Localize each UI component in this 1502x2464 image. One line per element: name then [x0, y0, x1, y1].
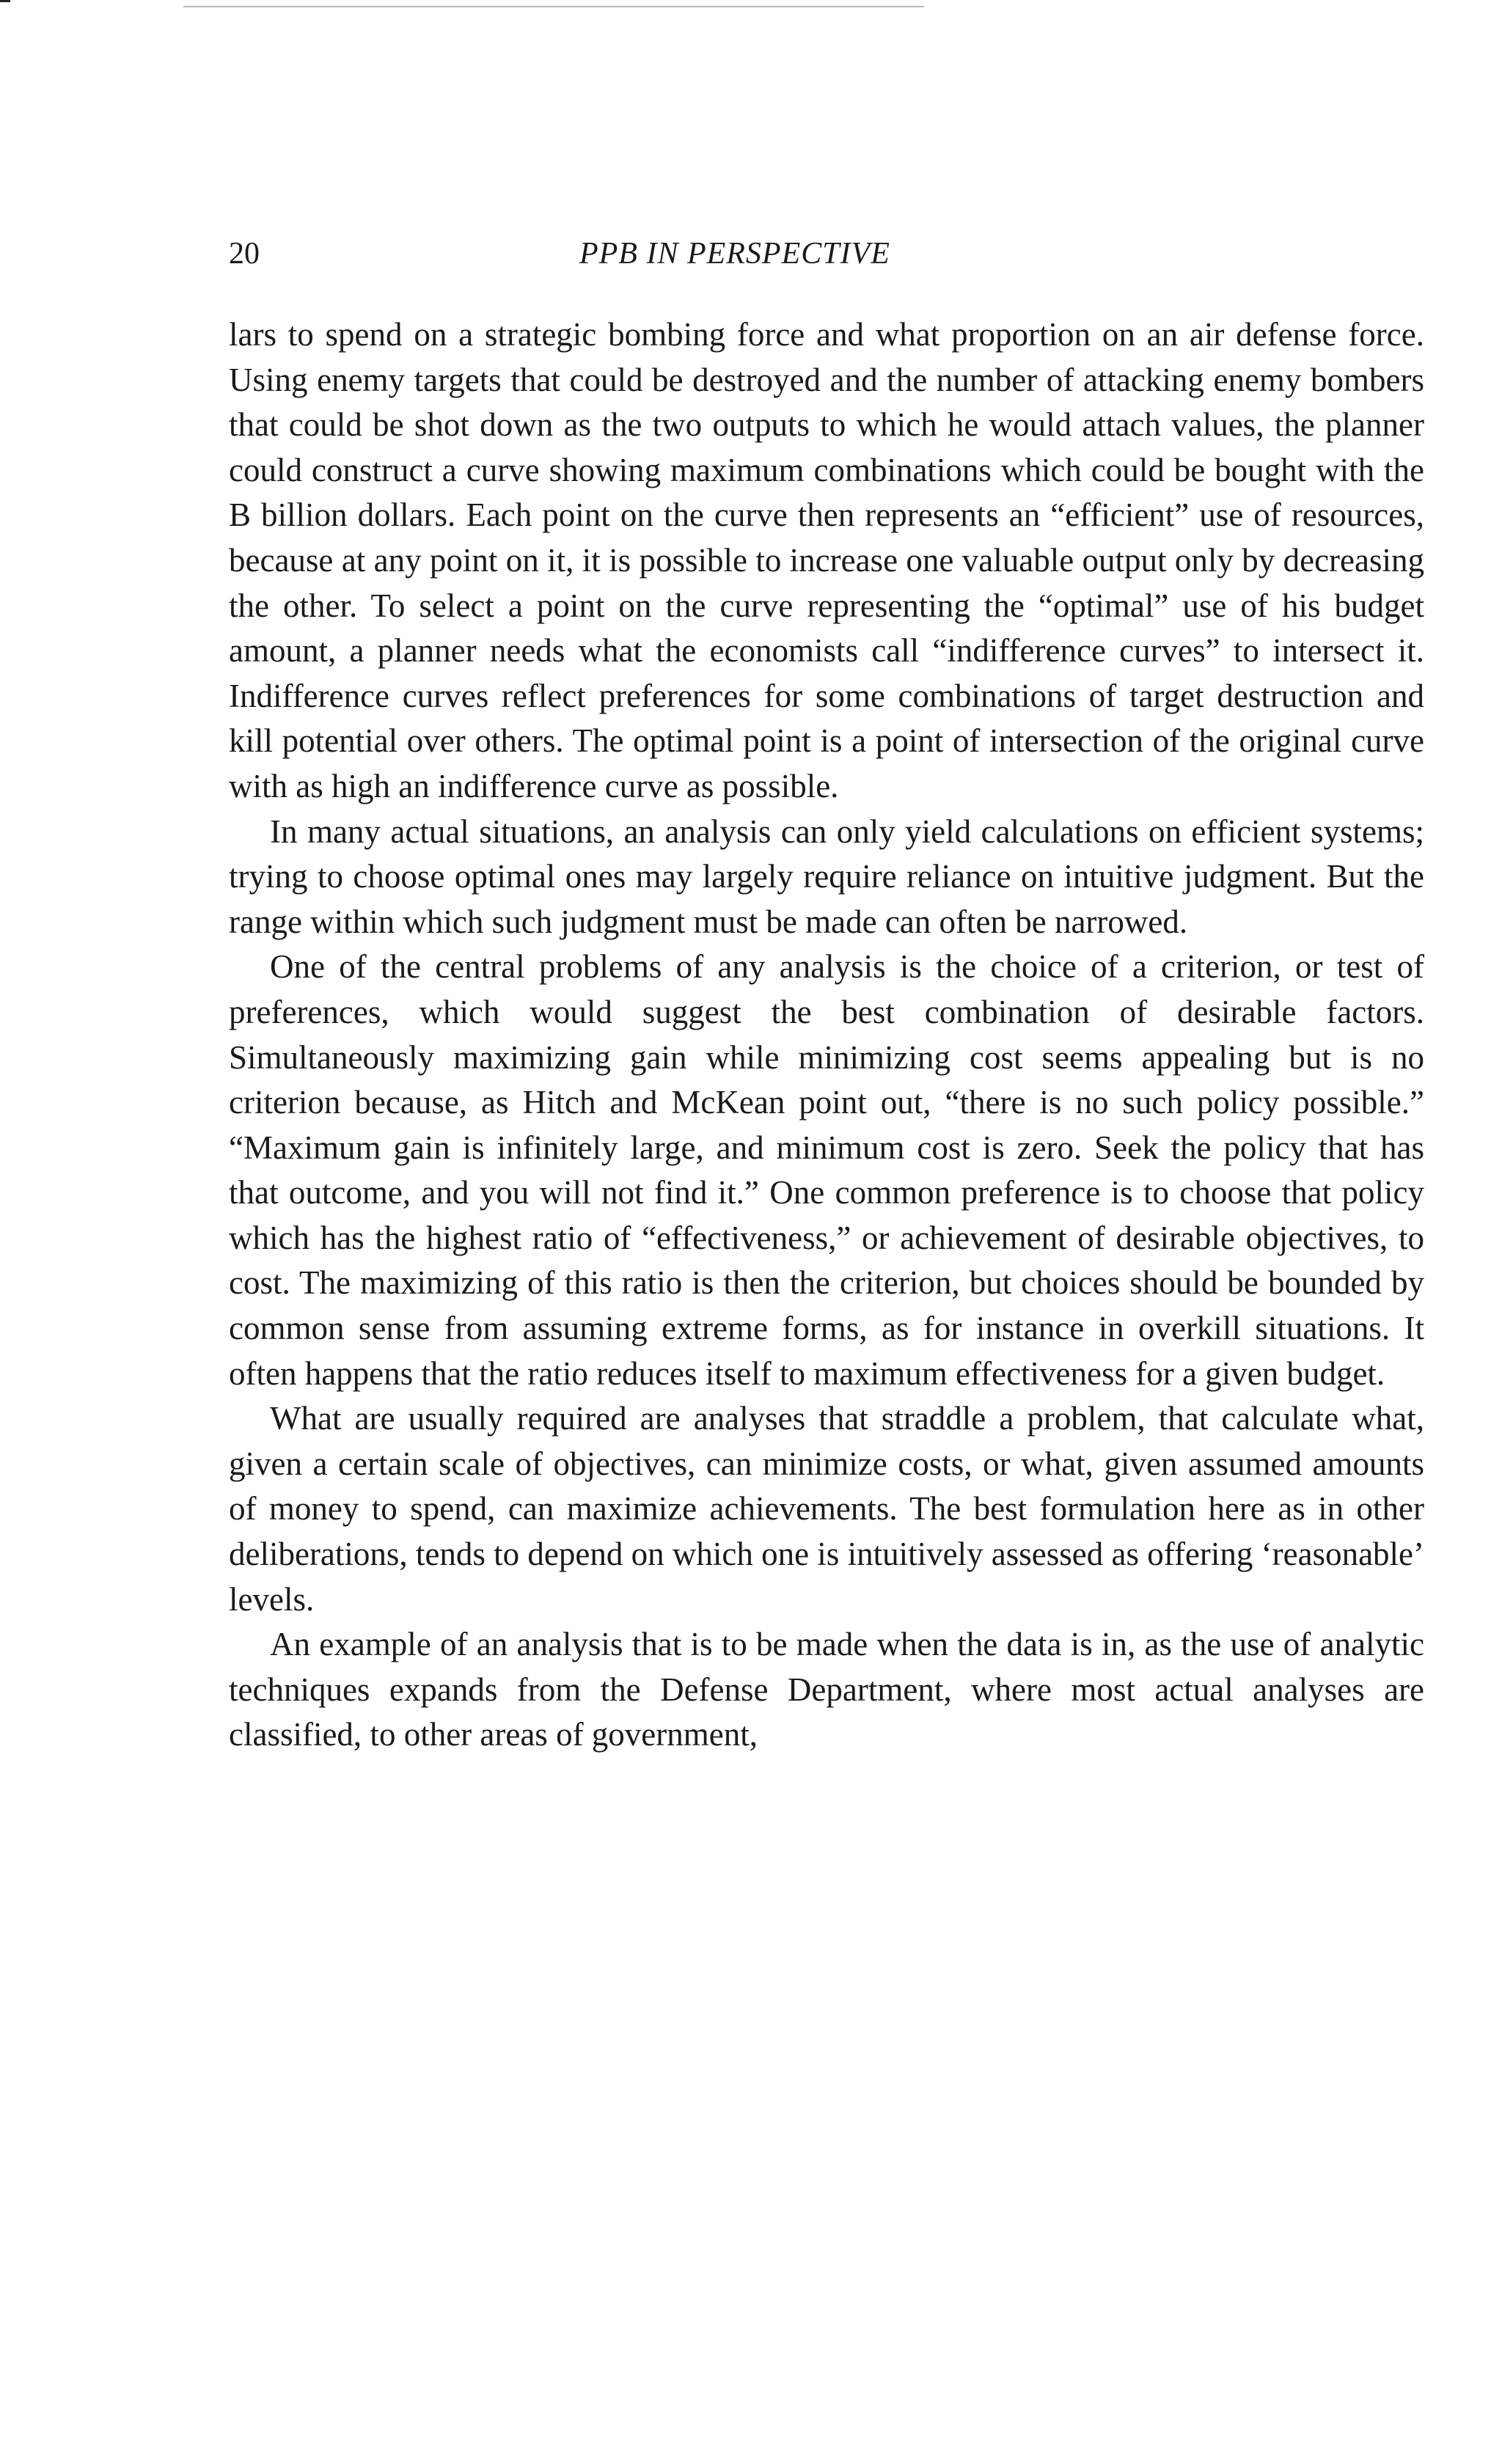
paragraph: An example of an analysis that is to be made when the data is in, as the use of analytic techniques expands from the Defense Department, where most actual analyses are classified, to other areas of government,: [229, 1626, 1424, 1753]
scan-corner-mark: [0, 0, 10, 10]
page-number: 20: [229, 237, 260, 271]
book-title: PPB IN PERSPECTIVE: [579, 237, 890, 271]
paragraph: What are usually required are analyses that straddle a problem, that calculate what, given a certain scale of objectives, can minimize costs, or what, given assumed amounts of money to spend, can maximize achievements. The best formulation here as in other deliberations, tends to depend on which one is intuitively assessed as offering ‘reasonable’ levels.: [229, 1400, 1424, 1618]
body-text: [229, 312, 1424, 1758]
running-head: [229, 232, 1424, 276]
paragraph: In many actual situations, an analysis can only yield calculations on efficient systems; trying to choose optimal ones may largely require reliance on intuitive judgment. But the range within which such judgment must be made can often be narrowed.: [229, 813, 1424, 940]
scan-edge-line: [183, 6, 924, 7]
paragraph-continued: lars to spend on a strategic bombing force and what proportion on an air defense force. Using enemy targets that could be destroyed and the number of attacking enemy bombers that could be shot down as the two outputs to which he would attach values, the planner could construct a curve showing maximum combinations which could be bought with the B billion dollars. Each point on the curve then represents an “efficient” use of resources, because at any point on it, it is possible to increase one valuable output only by decreasing the other. To select a point on the curve representing the “optimal” use of his budget amount, a planner needs what the economists call “indifference curves” to intersect it. Indifference curves reflect preferences for some combinations of target destruction and kill potential over others. The optimal point is a point of intersection of the original curve with as high an indifference curve as possible.: [229, 316, 1424, 804]
paragraph: One of the central problems of any analysis is the choice of a criterion, or test of preferences, which would suggest the best combination of desirable factors. Simultaneously maximizing gain while minimizing cost seems appealing but is no criterion because, as Hitch and McKean point out, “there is no such policy possible.” “Maximum gain is infinitely large, and minimum cost is zero. Seek the policy that has that outcome, and you will not find it.” One common preference is to choose that policy which has the highest ratio of “effectiveness,” or achievement of desirable objectives, to cost. The maximizing of this ratio is then the criterion, but choices should be bounded by common sense from assuming extreme forms, as for instance in overkill situations. It often happens that the ratio reduces itself to maximum effectiveness for a given budget.: [229, 948, 1424, 1392]
